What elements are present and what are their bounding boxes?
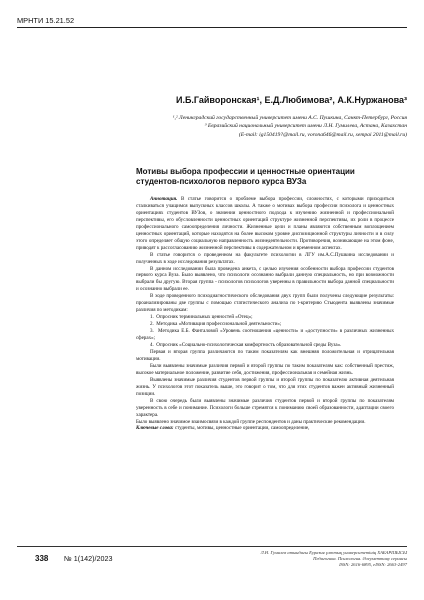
methods-list-item: 3. Методика Е.Б. Фанталовой «Уровень соотношения «ценности» и «доступности» в различных жизненных сферах»; [136,328,394,342]
keywords-text: студенты, мотивы, ценностные ориентации, самоопределение, [174,425,310,432]
journal-issn: ISSN: 2616-6895, eISSN: 2663-2497 [339,562,407,568]
affiliation-2: ³ Евразийский национальный университет имени Л.Н. Гумилева, Астана, Казахстан [204,123,407,130]
abstract-paragraph [136,196,394,252]
page-footer [17,546,407,590]
body-paragraph: В статье говорится о проведенном на факультете психологии в ЛГУ им.А.С.Пушкина исследовании и полученных в ходе исследования результатах. [136,251,394,265]
author-list: И.Б.Гайворонская¹, Е.Д.Любимова², А.К.Нуржанова³ [175,95,407,105]
body-paragraph: Были выявлены значимые различия первой и второй группы по таким показателям как: собственный престиж, высокое материальное положение, развитие себя, достижения, профессиональная и семейная жизнь. [136,362,394,376]
methods-list-item: 2. Методика «Мотивация профессиональной деятельности»; [150,321,282,328]
body-paragraph: В свою очередь были выявлены значимые различия студентов первой и второй группы по показателям уверенность в себе и понимание. Психологи больше стремятся к пониманию своей образованности, адаптации своего характера. [136,397,394,418]
methods-list [136,314,394,349]
article-title: Мотивы выбора профессии и ценностные ориентации студентов-психологов первого курса ВУЗа [136,167,355,186]
page-number: 338 [35,554,49,563]
journal-series: Педагогика. Психология. Әлеуметтану сериясы [313,556,407,562]
body-paragraph: Выявлены значимые различия студентов первой группы и второй группы по показателю активная деятельная жизнь. У психологов этот показатель выше, это говорит о том, что для этих студентов важен активный жизненный позиции. [136,376,394,397]
body-paragraph: Первая и вторая группа различаются по таким показателям как внешняя положительная и отрицательная мотивации. [136,348,394,362]
journal-info [197,550,407,569]
udc-code: МРНТИ 15.21.52 [17,16,407,28]
methods-list-item: 4. Опросник «Социально-психологическая комфортность образовательной среды Вуза». [150,342,342,349]
affiliations [17,114,407,139]
journal-name: Л.Н. Гумилев атындағы Еуразия ұлттық университетінің ХАБАРШЫСЫ [260,550,407,555]
keywords-line [136,425,394,432]
footer-divider [17,546,407,547]
keywords-label: Ключевые слова: [136,425,174,432]
body-paragraph: Было выявлено значимое взаимосвязи в каждой группе респондентов и даны практические рекомендации. [136,418,366,425]
body-paragraph: В данном исследовании была проведена анкета, с целью изучения особенности выбора профессии студентов первого курса Вуза. Было выявлено, что психологи осознанно выбрали данную специальность, но при возможности выбрали бы другую. Вторая группа - психологов психологов уверенны в правильности выбора данной специальности и осознанно выбрали ее. [136,265,394,293]
abstract-label: Аннотация. [150,196,178,202]
article-body [136,196,394,432]
author-emails: (E-mail: ig150419?@mail.ru, vorona646@mail.ru, sempai 2011@mail.ru) [238,131,407,138]
affiliation-1: ¹,² Ленинградский государственный университет имени А.С. Пушкина, Санкт-Петербург, Россия [172,115,407,121]
methods-list-item: 1. Опросник терминальных ценностей «Отец»; [150,314,253,321]
issue-number: № 1(142)/2023 [64,554,113,563]
abstract-text: В статье говорится о проблеме выбора профессии, сложностях, с которыми приходиться сталкиваться учащимся выпускных классов школы. А также о мотивах выбора профессии психолога и ценностных ориентациях студентов ВУЗов, о значении ценностного подхода к изучению жизненной и профессиональной перспективы, его обусловленности ценностных ориентаций структуре жизненной перспективы, их роли в процессе профессионального самоопределения личности. Жизненные цели и планы являются собственным воплощением ценностных ориентаций, которые находятся на более высоком уровне диспозиционной структуры личности и в силу этого определяет общую социальную направленность жизнедеятельности. Противоречия, возникающие на этом фоне, приводят к рассогласованию жизненной перспективы в содержательном и временном аспектах. [136,196,394,251]
body-paragraph: В ходе проведенного психодиагностического обследования двух групп были получены следующие результаты: проанализированы две группы с помощью статистического анализа по t-критерию Стьюдента выявлены значимые различия по методикам: [136,293,394,314]
